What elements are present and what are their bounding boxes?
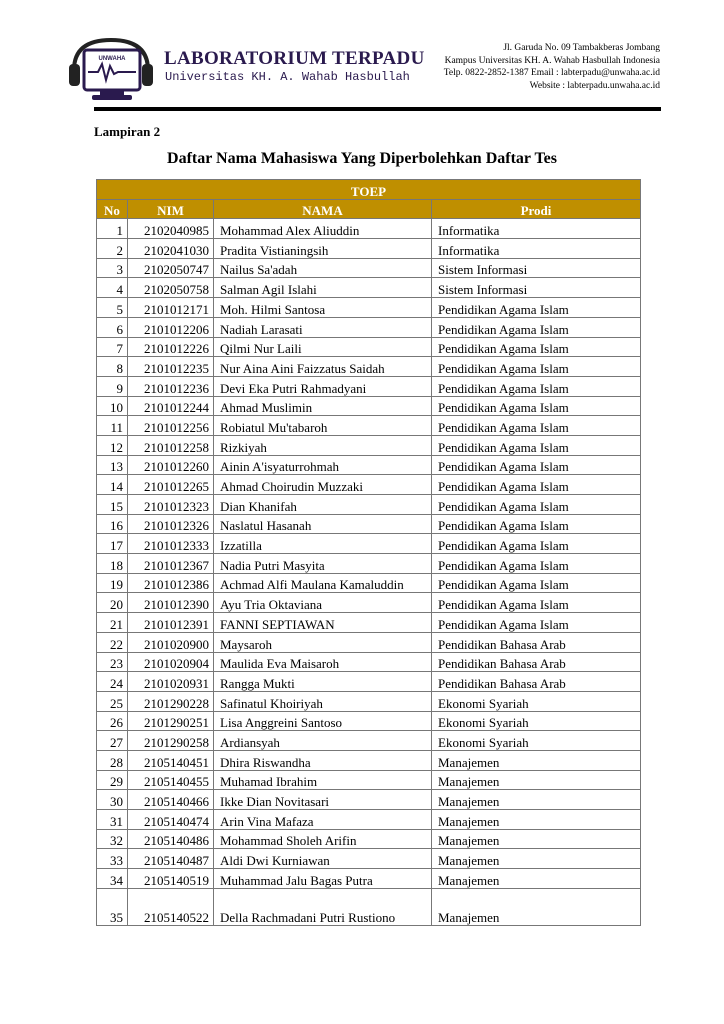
table-row xyxy=(97,750,641,770)
table-cell-prodi: Manajemen xyxy=(432,750,641,770)
table-cell-nim: 2101012265 xyxy=(128,475,214,495)
table-cell-nama: Salman Agil Islahi xyxy=(214,278,432,298)
table-cell-no: 31 xyxy=(97,810,128,830)
table-row xyxy=(97,554,641,574)
table-row xyxy=(97,672,641,692)
table-cell-nama: Rizkiyah xyxy=(214,435,432,455)
address-line: Telp. 0822-2852-1387 Email : labterpadu@unwaha.ac.id xyxy=(443,68,660,79)
table-cell-nim: 2102041030 xyxy=(128,239,214,259)
table-cell-no: 19 xyxy=(97,573,128,593)
table-cell-no: 4 xyxy=(97,278,128,298)
table-cell-nim: 2105140486 xyxy=(128,829,214,849)
table-cell-no: 29 xyxy=(97,770,128,790)
table-row xyxy=(97,495,641,515)
table-cell-prodi: Pendidikan Agama Islam xyxy=(432,317,641,337)
table-cell-prodi: Ekonomi Syariah xyxy=(432,711,641,731)
table-row xyxy=(97,770,641,790)
table-cell-nama: Aldi Dwi Kurniawan xyxy=(214,849,432,869)
table-cell-no: 27 xyxy=(97,731,128,751)
table-cell-prodi: Pendidikan Bahasa Arab xyxy=(432,652,641,672)
table-cell-nama: Maulida Eva Maisaroh xyxy=(214,652,432,672)
table-cell-nim: 2101012226 xyxy=(128,337,214,357)
table-row xyxy=(97,691,641,711)
table-cell-prodi: Informatika xyxy=(432,219,641,239)
table-cell-nama: Qilmi Nur Laili xyxy=(214,337,432,357)
table-cell-prodi: Pendidikan Agama Islam xyxy=(432,573,641,593)
table-cell-nama: Pradita Vistianingsih xyxy=(214,239,432,259)
table-cell-nama: Della Rachmadani Putri Rustiono xyxy=(214,888,432,925)
table-cell-nim: 2101020900 xyxy=(128,632,214,652)
table-cell-no: 33 xyxy=(97,849,128,869)
document-title: Daftar Nama Mahasiswa Yang Diperbolehkan Daftar Tes xyxy=(167,150,557,167)
table-row xyxy=(97,298,641,318)
table-row xyxy=(97,317,641,337)
table-cell-no: 26 xyxy=(97,711,128,731)
table-cell-no: 16 xyxy=(97,514,128,534)
table-cell-nama: Muhammad Jalu Bagas Putra xyxy=(214,869,432,889)
table-cell-no: 23 xyxy=(97,652,128,672)
table-cell-prodi: Manajemen xyxy=(432,790,641,810)
table-cell-prodi: Ekonomi Syariah xyxy=(432,691,641,711)
table-cell-no: 34 xyxy=(97,869,128,889)
table-cell-nim: 2101012236 xyxy=(128,376,214,396)
table-cell-nim: 2101012367 xyxy=(128,554,214,574)
table-cell-nama: Izzatilla xyxy=(214,534,432,554)
table-cell-no: 25 xyxy=(97,691,128,711)
table-cell-no: 28 xyxy=(97,750,128,770)
table-cell-nim: 2101012260 xyxy=(128,455,214,475)
table-cell-nama: Ayu Tria Oktaviana xyxy=(214,593,432,613)
table-cell-prodi: Manajemen xyxy=(432,810,641,830)
table-cell-nim: 2105140487 xyxy=(128,849,214,869)
address-line: Jl. Garuda No. 09 Tambakberas Jombang xyxy=(503,43,660,53)
table-cell-no: 6 xyxy=(97,317,128,337)
table-cell-no: 12 xyxy=(97,435,128,455)
table-cell-nama: Nadia Putri Masyita xyxy=(214,554,432,574)
table-cell-nim: 2101012390 xyxy=(128,593,214,613)
column-header-no: No xyxy=(97,199,128,219)
table-cell-prodi: Manajemen xyxy=(432,829,641,849)
table-cell-nim: 2105140474 xyxy=(128,810,214,830)
table-cell-nim: 2101012323 xyxy=(128,495,214,515)
logo-text: UNWAHA xyxy=(98,56,126,62)
header-divider xyxy=(94,107,661,111)
table-row xyxy=(97,357,641,377)
table-cell-nim: 2101290228 xyxy=(128,691,214,711)
table-cell-nama: Rangga Mukti xyxy=(214,672,432,692)
student-table xyxy=(96,179,641,926)
table-cell-nama: Safinatul Khoiriyah xyxy=(214,691,432,711)
table-row xyxy=(97,632,641,652)
table-cell-no: 8 xyxy=(97,357,128,377)
table-cell-no: 30 xyxy=(97,790,128,810)
table-cell-no: 10 xyxy=(97,396,128,416)
table-cell-nim: 2105140451 xyxy=(128,750,214,770)
table-cell-prodi: Manajemen xyxy=(432,770,641,790)
table-cell-nim: 2101020904 xyxy=(128,652,214,672)
table-row xyxy=(97,416,641,436)
table-row xyxy=(97,849,641,869)
table-row xyxy=(97,534,641,554)
table-cell-nama: Arin Vina Mafaza xyxy=(214,810,432,830)
table-cell-prodi: Pendidikan Agama Islam xyxy=(432,495,641,515)
table-cell-no: 18 xyxy=(97,554,128,574)
table-cell-no: 35 xyxy=(97,888,128,925)
table-cell-prodi: Pendidikan Agama Islam xyxy=(432,396,641,416)
table-cell-nama: Nadiah Larasati xyxy=(214,317,432,337)
table-cell-nim: 2102050758 xyxy=(128,278,214,298)
table-cell-nim: 2101012206 xyxy=(128,317,214,337)
table-cell-no: 24 xyxy=(97,672,128,692)
table-cell-no: 1 xyxy=(97,219,128,239)
table-row xyxy=(97,239,641,259)
table-cell-nim: 2105140466 xyxy=(128,790,214,810)
table-row xyxy=(97,337,641,357)
table-cell-nama: Naslatul Hasanah xyxy=(214,514,432,534)
table-row xyxy=(97,593,641,613)
table-cell-no: 9 xyxy=(97,376,128,396)
table-cell-prodi: Sistem Informasi xyxy=(432,258,641,278)
table-cell-no: 21 xyxy=(97,613,128,633)
table-cell-prodi: Manajemen xyxy=(432,888,641,925)
table-row xyxy=(97,790,641,810)
table-cell-nama: Ahmad Muslimin xyxy=(214,396,432,416)
university-name: Universitas KH. A. Wahab Hasbullah xyxy=(165,70,410,84)
table-cell-prodi: Pendidikan Agama Islam xyxy=(432,337,641,357)
table-cell-nama: Dian Khanifah xyxy=(214,495,432,515)
table-cell-no: 11 xyxy=(97,416,128,436)
table-row xyxy=(97,573,641,593)
table-row xyxy=(97,829,641,849)
table-cell-prodi: Informatika xyxy=(432,239,641,259)
table-cell-no: 14 xyxy=(97,475,128,495)
table-cell-prodi: Pendidikan Agama Islam xyxy=(432,554,641,574)
table-row xyxy=(97,435,641,455)
table-row xyxy=(97,514,641,534)
table-cell-prodi: Pendidikan Agama Islam xyxy=(432,534,641,554)
table-cell-nama: Lisa Anggreini Santoso xyxy=(214,711,432,731)
column-header-prodi: Prodi xyxy=(432,199,641,219)
table-cell-nim: 2105140455 xyxy=(128,770,214,790)
table-cell-nama: Dhira Riswandha xyxy=(214,750,432,770)
table-cell-nama: Achmad Alfi Maulana Kamaluddin xyxy=(214,573,432,593)
table-cell-prodi: Sistem Informasi xyxy=(432,278,641,298)
table-cell-no: 32 xyxy=(97,829,128,849)
table-cell-no: 20 xyxy=(97,593,128,613)
table-row xyxy=(97,711,641,731)
column-header-nama: NAMA xyxy=(214,199,432,219)
table-cell-nim: 2101012244 xyxy=(128,396,214,416)
column-header-nim: NIM xyxy=(128,199,214,219)
table-cell-nama: Ikke Dian Novitasari xyxy=(214,790,432,810)
table-cell-nim: 2101020931 xyxy=(128,672,214,692)
table-cell-nama: Mohammad Alex Aliuddin xyxy=(214,219,432,239)
table-cell-nama: Moh. Hilmi Santosa xyxy=(214,298,432,318)
table-cell-no: 22 xyxy=(97,632,128,652)
table-row xyxy=(97,652,641,672)
table-cell-nim: 2101290251 xyxy=(128,711,214,731)
table-row xyxy=(97,278,641,298)
table-cell-nim: 2101012256 xyxy=(128,416,214,436)
table-row xyxy=(97,396,641,416)
table-cell-prodi: Pendidikan Agama Islam xyxy=(432,357,641,377)
table-row xyxy=(97,731,641,751)
table-cell-prodi: Pendidikan Agama Islam xyxy=(432,435,641,455)
table-cell-nama: Robiatul Mu'tabaroh xyxy=(214,416,432,436)
table-cell-prodi: Pendidikan Agama Islam xyxy=(432,475,641,495)
table-cell-prodi: Pendidikan Bahasa Arab xyxy=(432,632,641,652)
table-cell-prodi: Manajemen xyxy=(432,849,641,869)
table-cell-prodi: Pendidikan Agama Islam xyxy=(432,593,641,613)
table-cell-no: 2 xyxy=(97,239,128,259)
table-cell-nama: Ardiansyah xyxy=(214,731,432,751)
table-cell-prodi: Pendidikan Agama Islam xyxy=(432,613,641,633)
table-cell-nim: 2105140522 xyxy=(128,888,214,925)
table-row xyxy=(97,258,641,278)
table-group-header: TOEP xyxy=(97,180,641,200)
table-cell-nim: 2101012326 xyxy=(128,514,214,534)
table-cell-nama: Muhamad Ibrahim xyxy=(214,770,432,790)
table-cell-prodi: Pendidikan Agama Islam xyxy=(432,376,641,396)
table-cell-nama: Ainin A'isyaturrohmah xyxy=(214,455,432,475)
table-row xyxy=(97,869,641,889)
address-block xyxy=(444,42,660,92)
org-name: LABORATORIUM TERPADU xyxy=(164,48,425,69)
table-row xyxy=(97,613,641,633)
table-cell-no: 7 xyxy=(97,337,128,357)
table-row xyxy=(97,455,641,475)
table-body xyxy=(97,219,641,925)
table-row xyxy=(97,475,641,495)
table-cell-nama: Devi Eka Putri Rahmadyani xyxy=(214,376,432,396)
table-cell-no: 3 xyxy=(97,258,128,278)
table-cell-nim: 2101012391 xyxy=(128,613,214,633)
table-row xyxy=(97,219,641,239)
table-cell-nama: Mohammad Sholeh Arifin xyxy=(214,829,432,849)
table-cell-nama: Ahmad Choirudin Muzzaki xyxy=(214,475,432,495)
table-cell-no: 15 xyxy=(97,495,128,515)
table-row xyxy=(97,888,641,925)
table-cell-nim: 2101012235 xyxy=(128,357,214,377)
table-cell-prodi: Pendidikan Bahasa Arab xyxy=(432,672,641,692)
address-line: Website : labterpadu.unwaha.ac.id xyxy=(529,80,660,91)
lab-logo xyxy=(66,36,156,104)
table-cell-nim: 2101012386 xyxy=(128,573,214,593)
address-line: Kampus Universitas KH. A. Wahab Hasbullah Indonesia xyxy=(444,55,660,66)
table-cell-nama: Nur Aina Aini Faizzatus Saidah xyxy=(214,357,432,377)
table-row xyxy=(97,376,641,396)
table-cell-nim: 2102040985 xyxy=(128,219,214,239)
table-cell-prodi: Pendidikan Agama Islam xyxy=(432,455,641,475)
table-cell-nim: 2101290258 xyxy=(128,731,214,751)
table-cell-no: 17 xyxy=(97,534,128,554)
table-cell-prodi: Pendidikan Agama Islam xyxy=(432,514,641,534)
table-cell-prodi: Manajemen xyxy=(432,869,641,889)
table-cell-nim: 2101012258 xyxy=(128,435,214,455)
attachment-label: Lampiran 2 xyxy=(94,124,161,139)
table-cell-nim: 2101012333 xyxy=(128,534,214,554)
table-cell-prodi: Pendidikan Agama Islam xyxy=(432,416,641,436)
table-cell-prodi: Pendidikan Agama Islam xyxy=(432,298,641,318)
table-cell-nama: Maysaroh xyxy=(214,632,432,652)
table-cell-prodi: Ekonomi Syariah xyxy=(432,731,641,751)
table-cell-nama: Nailus Sa'adah xyxy=(214,258,432,278)
table-row xyxy=(97,810,641,830)
table-cell-no: 13 xyxy=(97,455,128,475)
table-cell-nim: 2102050747 xyxy=(128,258,214,278)
table-cell-nama: FANNI SEPTIAWAN xyxy=(214,613,432,633)
table-cell-no: 5 xyxy=(97,298,128,318)
table-cell-nim: 2101012171 xyxy=(128,298,214,318)
table-cell-nim: 2105140519 xyxy=(128,869,214,889)
